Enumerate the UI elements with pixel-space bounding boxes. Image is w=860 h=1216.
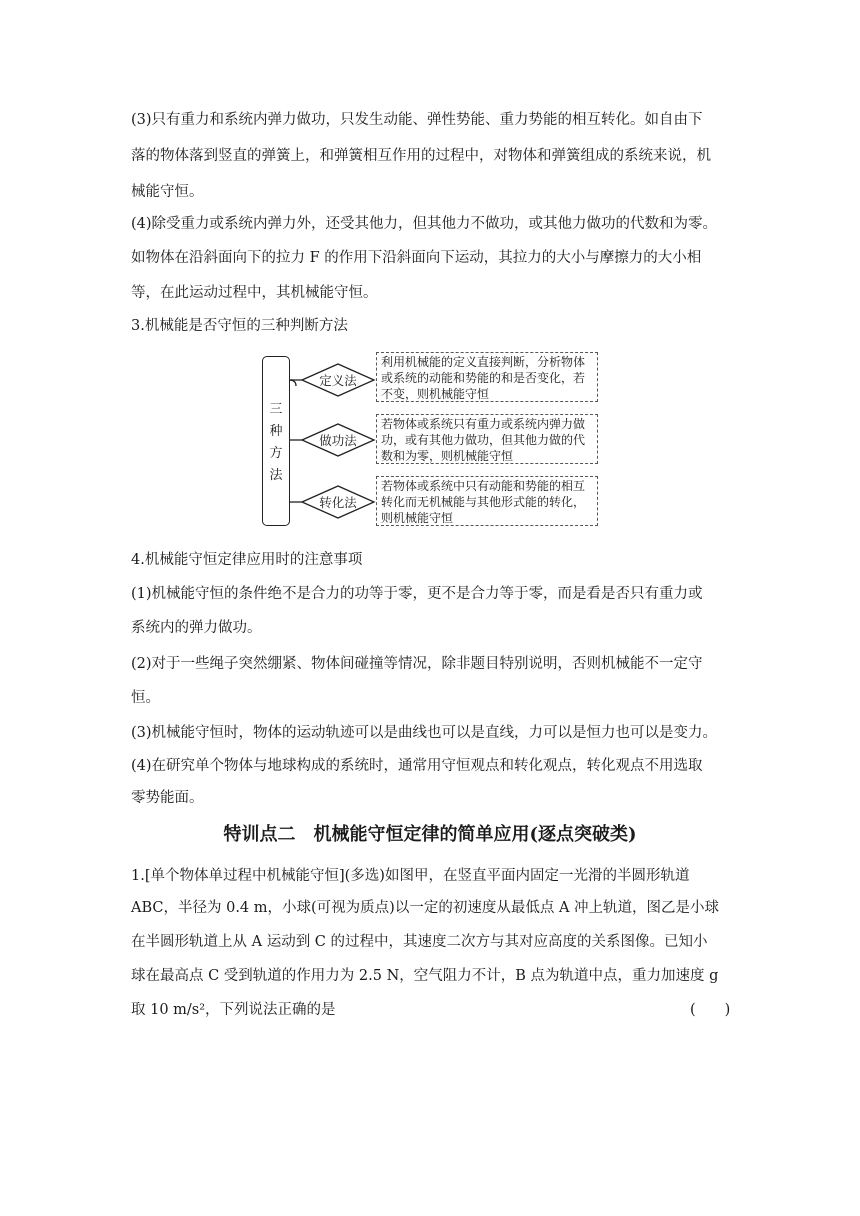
- paragraph-line: 等，在此运动过程中，其机械能守恒。: [131, 285, 378, 301]
- problem-line: 1.[单个物体单过程中机械能守恒](多选)如图甲，在竖直平面内固定一光滑的半圆形轨道: [131, 868, 690, 884]
- method-description: 若物体或系统只有重力或系统内弹力做功，或有其他力做功，但其他力做的代数和为零，则机械能守恒: [376, 414, 598, 464]
- paragraph-line: (1)机械能守恒的条件绝不是合力的功等于零，更不是合力等于零，而是看是否只有重力或: [131, 586, 703, 602]
- paragraph-line: 如物体在沿斜面向下的拉力 F 的作用下沿斜面向下运动，其拉力的大小与摩擦力的大小相: [131, 250, 702, 266]
- paragraph-line: 零势能面。: [131, 790, 204, 806]
- subheading-methods: 3.机械能是否守恒的三种判断方法: [131, 318, 348, 334]
- method-name: 转化法: [319, 495, 357, 510]
- method-name: 定义法: [319, 373, 357, 388]
- subheading-notes: 4.机械能守恒定律应用时的注意事项: [131, 552, 363, 568]
- answer-blank: ( ): [690, 1002, 731, 1018]
- paragraph-line: (4)在研究单个物体与地球构成的系统时，通常用守恒观点和转化观点，转化观点不用选取: [131, 758, 703, 774]
- paragraph-line: 系统内的弹力做功。: [131, 620, 262, 636]
- problem-line: 在半圆形轨道上从 A 运动到 C 的过程中，其速度二次方与其对应高度的关系图像。已知小: [131, 934, 708, 950]
- group-label: 三 种 方 法: [269, 402, 283, 483]
- three-methods-diagram: [258, 350, 603, 530]
- paragraph-line: (2)对于一些绳子突然绷紧、物体间碰撞等情况，除非题目特别说明，否则机械能不一定守: [131, 656, 703, 672]
- method-name: 做功法: [319, 433, 357, 448]
- problem-line: 球在最高点 C 受到轨道的作用力为 2.5 N，空气阻力不计，B 点为轨道中点，重力加速度 g: [131, 968, 719, 984]
- problem-line: 取 10 m/s²，下列说法正确的是: [131, 1002, 336, 1018]
- section-heading: 特训点二 机械能守恒定律的简单应用(逐点突破类): [223, 824, 637, 845]
- paragraph-line: 落的物体落到竖直的弹簧上，和弹簧相互作用的过程中，对物体和弹簧组成的系统来说，机: [131, 148, 711, 164]
- paragraph-line: 械能守恒。: [131, 184, 204, 200]
- paragraph-line: (3)机械能守恒时，物体的运动轨迹可以是曲线也可以是直线，力可以是恒力也可以是变力。: [131, 725, 718, 741]
- method-description: 若物体或系统中只有动能和势能的相互转化而无机械能与其他形式能的转化，则机械能守恒: [376, 476, 598, 526]
- method-description: 利用机械能的定义直接判断，分析物体或系统的动能和势能的和是否变化，若不变，则机械能守恒: [376, 352, 598, 402]
- paragraph-line: (4)除受重力或系统内弹力外，还受其他力，但其他力不做功，或其他力做功的代数和为零。: [131, 216, 718, 232]
- paragraph-line: (3)只有重力和系统内弹力做功，只发生动能、弹性势能、重力势能的相互转化。如自由下: [131, 112, 703, 128]
- paragraph-line: 恒。: [131, 690, 160, 706]
- problem-line: ABC，半径为 0.4 m，小球(可视为质点)以一定的初速度从最低点 A 冲上轨道，图乙是小球: [131, 900, 720, 916]
